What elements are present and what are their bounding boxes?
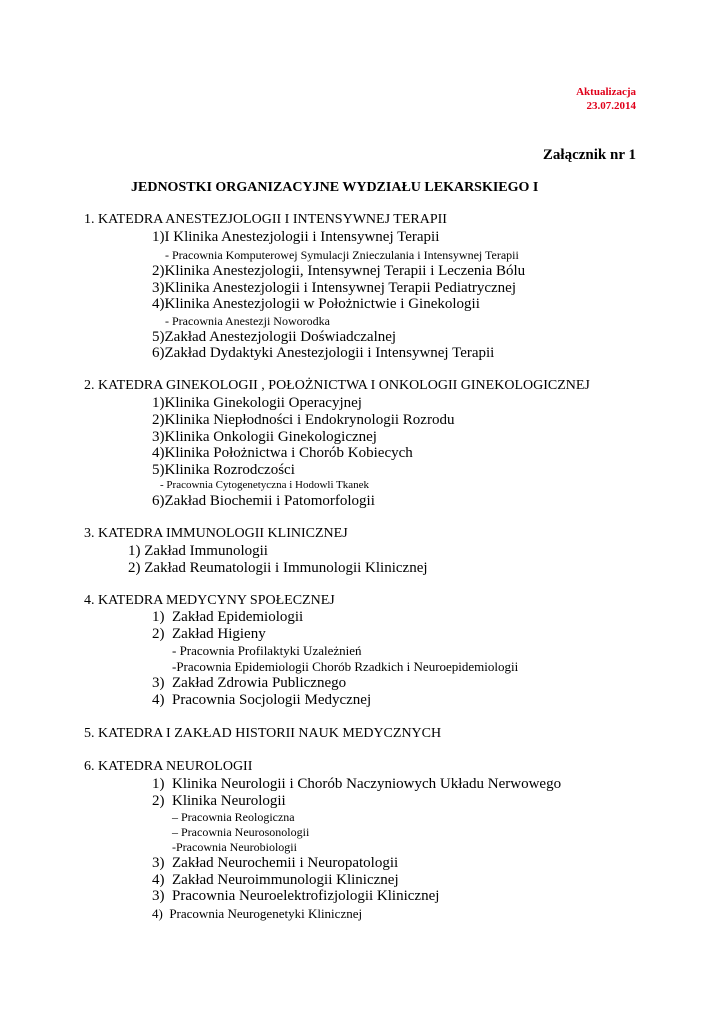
unit-item: 1) Zakład Immunologii [128, 543, 268, 559]
unit-item: 1) Klinika Neurologii i Chorób Naczyniowych Układu Nerwowego [152, 776, 562, 792]
attachment-label: Załącznik nr 1 [542, 147, 636, 163]
update-date: 23.07.2014 [586, 100, 636, 112]
unit-item: 5)Klinika Rozrodczości [152, 462, 295, 478]
lab-item: - Pracownia Profilaktyki Uzależnień [172, 643, 362, 658]
unit-item: 2)Klinika Anestezjologii, Intensywnej Terapii i Leczenia Bólu [152, 263, 526, 279]
department-heading: 5. KATEDRA I ZAKŁAD HISTORII NAUK MEDYCZNYCH [84, 726, 442, 741]
unit-item: 3) Zakład Zdrowia Publicznego [152, 675, 347, 691]
department-heading: 4. KATEDRA MEDYCYNY SPOŁECZNEJ [84, 593, 335, 608]
lab-item: - Pracownia Cytogenetyczna i Hodowli Tkanek [160, 479, 370, 491]
unit-item: 6)Zakład Biochemii i Patomorfologii [152, 493, 375, 509]
unit-item: 5)Zakład Anestezjologii Doświadczalnej [152, 329, 397, 345]
unit-item: 3)Klinika Onkologii Ginekologicznej [152, 429, 377, 445]
unit-item: 3)Klinika Anestezjologii i Intensywnej Terapii Pediatrycznej [152, 280, 516, 296]
unit-item: 2) Zakład Higieny [152, 626, 266, 642]
unit-item: 6)Zakład Dydaktyki Anestezjologii i Intensywnej Terapii [152, 345, 495, 361]
department-heading: 3. KATEDRA IMMUNOLOGII KLINICZNEJ [84, 526, 348, 541]
document-title: JEDNOSTKI ORGANIZACYJNE WYDZIAŁU LEKARSKIEGO I [131, 180, 539, 195]
unit-item: 3) Zakład Neurochemii i Neuropatologii [152, 855, 399, 871]
unit-item: 4) Pracownia Socjologii Medycznej [152, 692, 372, 708]
unit-item: 4)Klinika Położnictwa i Chorób Kobiecych [152, 445, 413, 461]
lab-item: – Pracownia Neurosonologii [172, 825, 310, 839]
unit-item: 3) Pracownia Neuroelektrofizjologii Klinicznej [152, 888, 440, 904]
department-heading: 6. KATEDRA NEUROLOGII [84, 759, 253, 774]
unit-item: 4) Zakład Neuroimmunologii Klinicznej [152, 872, 399, 888]
unit-item: 1)I Klinika Anestezjologii i Intensywnej Terapii [152, 229, 440, 245]
department-heading: 1. KATEDRA ANESTEZJOLOGII I INTENSYWNEJ TERAPII [84, 212, 447, 227]
unit-item: 4) Pracownia Neurogenetyki Klinicznej [152, 906, 363, 921]
lab-item: -Pracownia Neurobiologii [172, 840, 297, 854]
lab-item: - Pracownia Anestezji Noworodka [165, 314, 330, 328]
unit-item: 2) Klinika Neurologii [152, 793, 286, 809]
lab-item: -Pracownia Epidemiologii Chorób Rzadkich i Neuroepidemiologii [172, 659, 519, 674]
unit-item: 1) Zakład Epidemiologii [152, 609, 304, 625]
unit-item: 4)Klinika Anestezjologii w Położnictwie i Ginekologii [152, 296, 480, 312]
department-heading: 2. KATEDRA GINEKOLOGII , POŁOŻNICTWA I ONKOLOGII GINEKOLOGICZNEJ [84, 378, 590, 393]
update-label: Aktualizacja [576, 86, 636, 98]
lab-item: – Pracownia Reologiczna [172, 810, 295, 824]
unit-item: 1)Klinika Ginekologii Operacyjnej [152, 395, 362, 411]
unit-item: 2) Zakład Reumatologii i Immunologii Klinicznej [128, 560, 428, 576]
lab-item: - Pracownia Komputerowej Symulacji Znieczulania i Intensywnej Terapii [165, 248, 519, 262]
unit-item: 2)Klinika Niepłodności i Endokrynologii Rozrodu [152, 412, 455, 428]
